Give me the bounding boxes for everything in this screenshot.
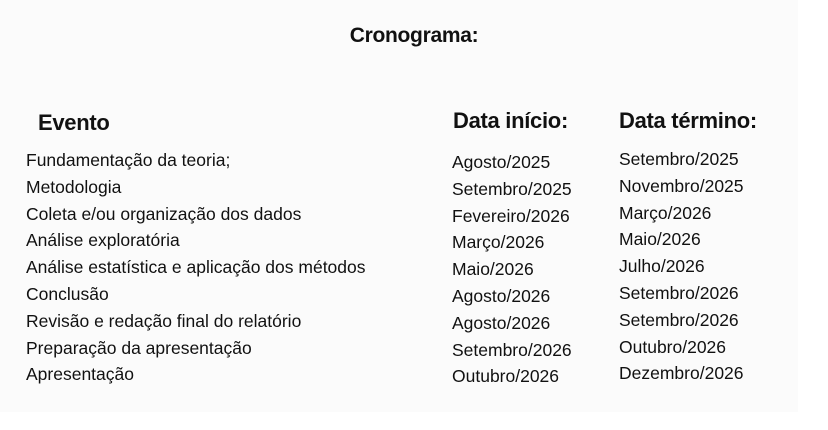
end-date: Setembro/2026 xyxy=(619,282,739,303)
start-date: Setembro/2025 xyxy=(452,178,572,199)
table-row xyxy=(0,228,828,255)
end-date: Março/2026 xyxy=(619,202,712,223)
event-name: Apresentação xyxy=(26,364,134,385)
start-date: Fevereiro/2026 xyxy=(452,205,570,226)
table-row xyxy=(0,362,828,389)
start-date: Agosto/2025 xyxy=(452,152,551,172)
event-name: Análise estatística e aplicação dos métodos xyxy=(26,257,366,278)
table-row xyxy=(0,282,828,309)
start-date: Setembro/2026 xyxy=(452,339,572,360)
start-date: Março/2026 xyxy=(452,232,545,253)
start-date: Agosto/2026 xyxy=(452,285,551,306)
table-row xyxy=(0,148,828,175)
start-date: Outubro/2026 xyxy=(452,366,560,387)
start-date: Maio/2026 xyxy=(452,259,534,280)
end-date: Maio/2026 xyxy=(619,229,701,250)
end-date: Dezembro/2026 xyxy=(619,363,744,384)
event-name: Análise exploratória xyxy=(26,230,180,251)
table-row xyxy=(0,202,828,229)
end-date: Setembro/2026 xyxy=(619,309,739,330)
header-data-inicio: Data início: xyxy=(453,108,568,133)
table-row xyxy=(0,255,828,282)
event-name: Preparação da apresentação xyxy=(26,337,252,358)
table-row xyxy=(0,175,828,202)
page-title: Cronograma: xyxy=(349,24,479,47)
event-name: Conclusão xyxy=(26,283,109,304)
event-name: Fundamentação da teoria; xyxy=(26,150,231,170)
end-date: Outubro/2026 xyxy=(619,336,727,357)
end-date: Setembro/2025 xyxy=(619,149,739,169)
table-row xyxy=(0,309,828,336)
end-date: Novembro/2025 xyxy=(619,175,744,196)
schedule-table xyxy=(0,148,828,389)
header-evento: Evento xyxy=(38,110,110,135)
event-name: Metodologia xyxy=(26,176,122,197)
table-row xyxy=(0,336,828,363)
end-date: Julho/2026 xyxy=(619,256,705,277)
start-date: Agosto/2026 xyxy=(452,312,551,333)
event-name: Revisão e redação final do relatório xyxy=(26,310,302,331)
event-name: Coleta e/ou organização dos dados xyxy=(26,203,302,224)
header-data-termino: Data término: xyxy=(619,108,757,133)
